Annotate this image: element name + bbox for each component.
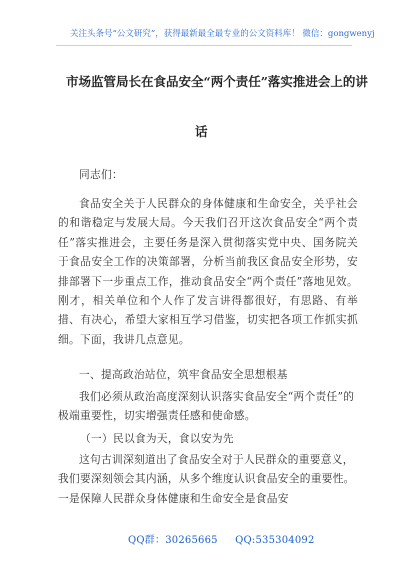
paragraph-section [58, 387, 358, 425]
paragraph-text: 这句古训深刻道出了食品安全对于人民群众的重要意义，我们要深刻领会其内涵，从多个维度认识食品安全的重要性。一是保障人民群众身体健康和生命安全是食品安 [58, 453, 355, 505]
footer-contact [128, 531, 329, 546]
paragraph-text: 食品安全关于人民群众的身体健康和生命安全，关乎社会的和谐稳定与发展大局。今天我们召开这次食品安全“两个责任”落实推进会，主要任务是深入贯彻落实党中央、国务院关于食品安全工作的决策部署，分析当前我区食品安全形势，安排部署下一步重点工作，推动食品安全“两个责任”落地见效。刚才，相关单位和个人作了发言讲得都很好，有思路、有举措、有决心，希望大家相互学习借鉴，切实把各项工作抓实抓细。下面，我讲几点意见。 [58, 197, 358, 346]
document-title-continued: 话 [195, 124, 208, 139]
document-title: 市场监管局长在食品安全“两个责任”落实推进会上的讲 [66, 74, 368, 89]
paragraph-subsection [58, 450, 358, 508]
subsection-heading: （一）民以食为天，食以安为先 [80, 432, 234, 445]
header-note: 关注头条号“公文研究”，获得最新最全最专业的公文资料库！ 微信：gongwenyj [70, 29, 375, 39]
header-divider [56, 45, 352, 46]
qq-link[interactable]: QQ:535304092 [235, 535, 315, 546]
paragraph-text: 我们必须从政治高度深刻认识落实食品安全“两个责任”的极端重要性，切实增强责任感和使命感。 [58, 390, 355, 423]
paragraph-intro [58, 194, 358, 349]
section-heading: 一、提高政治站位，筑牢食品安全思想根基 [79, 368, 288, 381]
greeting: 同志们： [79, 168, 123, 181]
qq-group-link[interactable]: QQ群：30265665 [128, 535, 218, 546]
